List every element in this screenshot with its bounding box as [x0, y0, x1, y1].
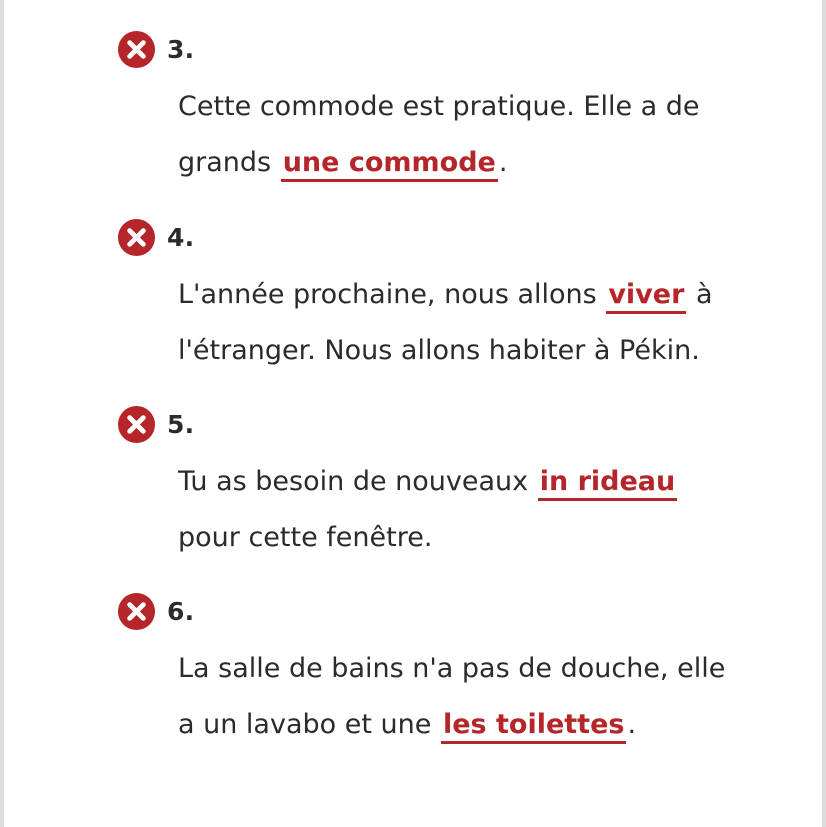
error-x-icon: [117, 405, 156, 444]
answer-blank[interactable]: in rideau: [538, 466, 678, 501]
question-sentence: [178, 267, 738, 379]
question-number: 4.: [167, 222, 195, 252]
question-header: [117, 29, 194, 69]
sentence-text-after: à l'étranger. Nous allons habiter à Pékin.: [178, 279, 713, 366]
error-x-icon: [117, 592, 156, 631]
error-x-icon: [117, 30, 156, 69]
answer-blank[interactable]: viver: [606, 279, 686, 314]
question-header: [117, 591, 194, 631]
sentence-text-after: .: [627, 709, 637, 740]
error-x-icon: [117, 218, 156, 257]
answer-blank[interactable]: les toilettes: [441, 709, 627, 744]
sentence-text-before: L'année prochaine, nous allons: [178, 279, 606, 310]
sentence-text-after: .: [498, 147, 508, 178]
question-number: 6.: [167, 596, 195, 626]
question-sentence: [178, 454, 738, 566]
question-sentence: [178, 79, 738, 191]
question-header: [117, 217, 194, 257]
right-border: [822, 0, 826, 827]
sentence-text-after: pour cette fenêtre.: [178, 522, 433, 553]
answer-blank[interactable]: une commode: [281, 147, 498, 182]
sentence-text-before: Tu as besoin de nouveaux: [178, 466, 537, 497]
sentence-text-before: Cette commode est pratique. Elle a de grands: [178, 91, 700, 178]
left-border: [0, 0, 4, 827]
question-number: 3.: [167, 34, 195, 64]
question-header: [117, 404, 194, 444]
question-number: 5.: [167, 409, 195, 439]
question-sentence: [178, 641, 738, 753]
sentence-text-before: La salle de bains n'a pas de douche, elle a un lavabo et une: [178, 653, 726, 740]
